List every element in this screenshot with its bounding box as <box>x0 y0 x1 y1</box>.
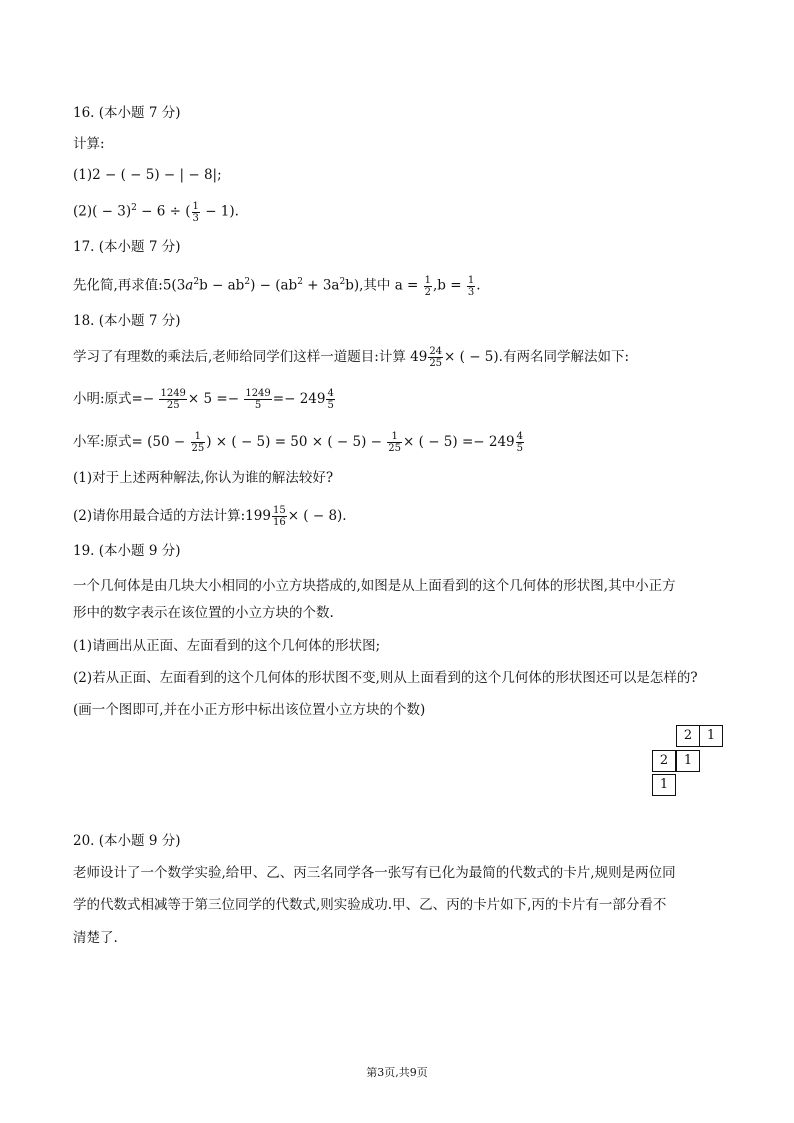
q20-header: 20. (本小题 9 分) <box>73 833 181 849</box>
q18-p2-b: × ( − 8). <box>287 508 347 524</box>
q16-part2 <box>73 199 239 224</box>
q19-desc-1: 一个几何体是由几块大小相同的小立方块搭成的,如图是从上面看到的这个几何体的形状图,其中小正方 <box>73 578 676 594</box>
q17-a-fraction <box>424 275 432 298</box>
frac-den: 25 <box>388 443 402 454</box>
frac-den: 2 <box>424 286 432 298</box>
q16-fraction <box>192 201 200 224</box>
q17-f: ,b = <box>433 277 466 294</box>
frac-num: 1 <box>192 200 199 212</box>
q18-p2-fraction <box>272 505 287 528</box>
grid-cell-r2c1: 2 <box>652 750 676 772</box>
q16-part2-exp: 2 <box>131 203 137 213</box>
frac-num: 1 <box>467 274 475 286</box>
q19-part3: (画一个图即可,并在小正方形中标出该位置小立方块的个数) <box>73 702 426 718</box>
frac-num: 1 <box>191 431 206 443</box>
xm-b: × 5 =− <box>187 391 244 407</box>
frac-den: 16 <box>272 517 286 528</box>
xj-frac2 <box>387 431 402 454</box>
xj-b: ) × ( − 5) = 50 × ( − 5) − <box>206 434 387 450</box>
q18-part1: (1)对于上述两种解法,你认为谁的解法较好? <box>73 470 334 486</box>
q18-intro-b: × ( − 5).有两名同学解法如下: <box>444 349 630 365</box>
frac-den: 25 <box>429 358 443 369</box>
grid-cell-r1c3: 1 <box>699 725 723 747</box>
q18-intro-fraction <box>428 346 443 369</box>
frac-num: 1 <box>387 431 402 443</box>
q18-intro-a: 学习了有理数的乘法后,老师给同学们这样一道题目:计算 49 <box>73 349 428 365</box>
q20-line-3: 清楚了. <box>73 930 118 946</box>
grid-cell-r3c1: 1 <box>652 774 676 796</box>
q18-p2-a: (2)请你用最合适的方法计算:199 <box>73 508 271 524</box>
q17-c: ) − (ab <box>250 277 298 294</box>
frac-den: 25 <box>191 443 205 454</box>
frac-num: 1 <box>424 274 432 286</box>
frac-den: 3 <box>467 286 475 298</box>
frac-num: 1249 <box>245 388 271 399</box>
q16-part1: (1)2 − ( − 5) − | − 8|; <box>73 167 222 183</box>
frac-den: 5 <box>254 400 262 411</box>
q20-line-1: 老师设计了一个数学实验,给甲、乙、丙三名同学各一张写有已化为最简的代数式的卡片,规则是两位同 <box>73 865 676 881</box>
q19-header: 19. (本小题 9 分) <box>73 543 181 559</box>
q19-part2: (2)若从正面、左面看到的这个几何体的形状图不变,则从上面看到的这个几何体的形状图还可以是怎样的? <box>73 670 698 686</box>
q17-body: 先化简,再求值$:5(3a^2b - ab^2) - (ab^2 + 3a^2b)$,其中 a = $\frac{1}{2}$ ,b = $\frac{1}{3}$ . <box>73 274 481 298</box>
xm-frac1 <box>159 388 186 411</box>
q17-b: b − ab <box>199 277 245 294</box>
q17-a: 先化简,再求值:5(3 <box>73 277 186 294</box>
frac-num: 24 <box>429 346 443 357</box>
frac-num: 4 <box>516 431 523 442</box>
frac-num: 15 <box>272 505 286 516</box>
frac-den: 25 <box>166 400 180 411</box>
xj-c: × ( − 5) =− 249 <box>403 434 515 450</box>
frac-den: 5 <box>327 400 334 411</box>
xm-frac3 <box>326 388 334 411</box>
page-number-footer: 第3页,共9页 <box>366 1066 428 1079</box>
q18-xiaojun <box>73 431 525 454</box>
q17-header: 17. (本小题 7 分) <box>73 239 181 255</box>
xj-a: 小军:原式= (50 − <box>73 434 190 450</box>
q18-header: 18. (本小题 7 分) <box>73 313 181 329</box>
q19-desc-2: 形中的数字表示在该位置的小立方块的个数. <box>73 605 334 621</box>
q16-part2-b: − 6 ÷ ( <box>136 203 191 220</box>
frac-den: 5 <box>516 443 523 454</box>
grid-cell-r2c2: 1 <box>676 750 700 772</box>
q17-b-fraction <box>467 275 475 298</box>
xj-frac1 <box>191 431 206 454</box>
q18-part2 <box>73 505 347 528</box>
q18-intro <box>73 346 629 369</box>
frac-num: 4 <box>327 388 334 399</box>
q18-xiaoming <box>73 388 336 411</box>
q17-e: b),其中 a = <box>345 277 423 294</box>
xj-frac3 <box>516 431 524 454</box>
q16-header: 16. (本小题 7 分) <box>73 105 181 121</box>
frac-num: 1249 <box>160 388 186 399</box>
q16-part2-c: − 1). <box>200 203 239 220</box>
xm-frac2 <box>244 388 271 411</box>
xm-a: 小明:原式=− <box>73 391 159 407</box>
q19-part1: (1)请画出从正面、左面看到的这个几何体的形状图; <box>73 638 381 654</box>
q20-line-2: 学的代数式相减等于第三位同学的代数式,则实验成功.甲、乙、丙的卡片如下,丙的卡片有一部分看不 <box>73 897 667 913</box>
top-view-grid <box>652 725 732 805</box>
grid-cell-r1c2: 2 <box>676 725 700 747</box>
q16-part2-a: (2)( − 3) <box>73 203 132 220</box>
q16-instruction: 计算: <box>73 136 105 152</box>
xm-c: =− 249 <box>272 391 326 407</box>
q17-d: + 3a <box>302 277 340 294</box>
q17-g: . <box>476 277 481 294</box>
frac-den: 3 <box>192 212 199 224</box>
